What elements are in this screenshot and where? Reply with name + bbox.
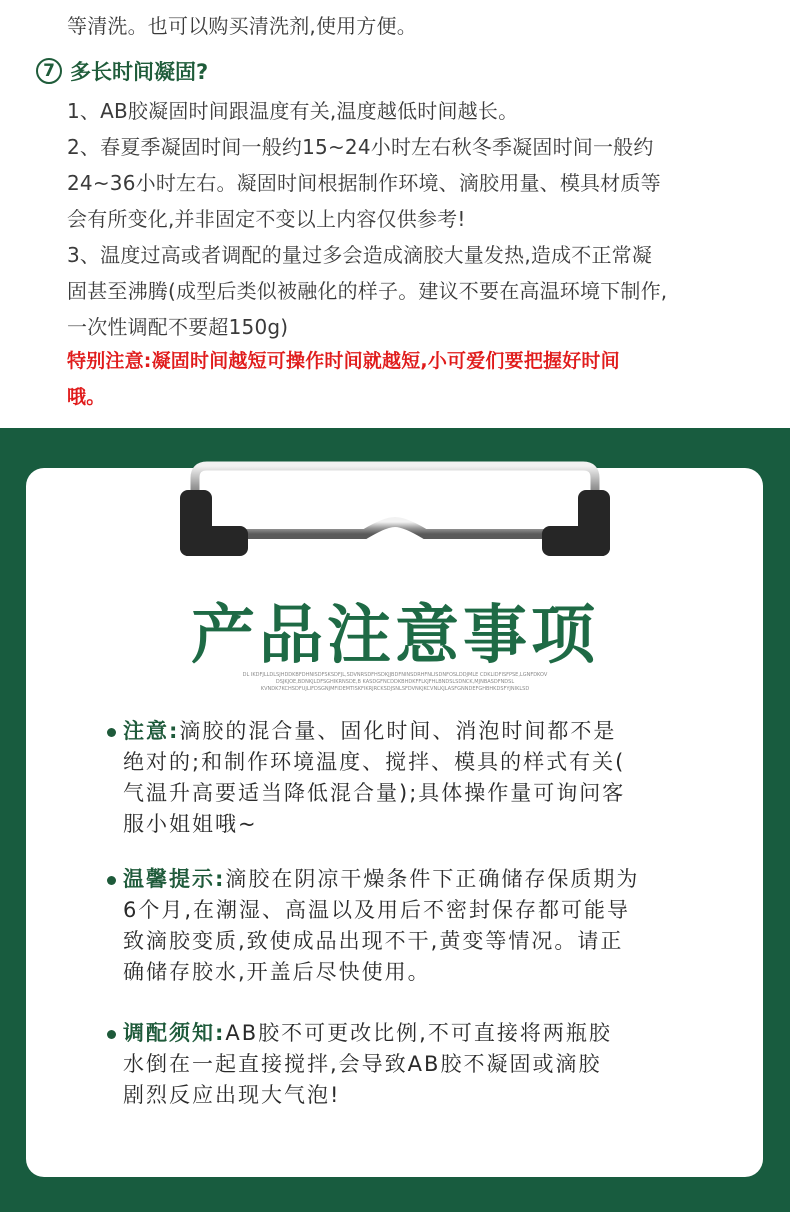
clipboard-clip-icon [175,456,615,562]
notice-item-text: 滴胶在阴凉干燥条件下正确储存保质期为 [225,867,640,891]
body-line: 1、AB胶凝固时间跟温度有关,温度越低时间越长。 [67,99,519,123]
notice-item-text: 确储存胶水,开盖后尽快使用。 [123,960,431,984]
intro-line: 等清洗。也可以购买清洗剂,使用方便。 [67,14,417,38]
notice-item-text: 致滴胶变质,致使成品出现不干,黄变等情况。请正 [123,929,624,953]
bullet-dot-icon [103,724,119,740]
top-section [0,0,790,428]
body-line: 24~36小时左右。凝固时间根据制作环境、滴胶用量、模具材质等 [67,171,661,195]
body-line: 2、春夏季凝固时间一般约15~24小时左右秋冬季凝固时间一般约 [67,135,654,159]
notice-item-text: AB胶不可更改比例,不可直接将两瓶胶 [225,1021,612,1045]
notice-item-text: 绝对的;和制作环境温度、搅拌、模具的样式有关( [123,750,626,774]
notice-item-text: 气温升高要适当降低混合量);具体操作量可询问客 [123,781,626,805]
decorative-text: DSJKJOE,BDNKJLDFSGHIKRNSDE,B KASDGFNCDDKBHDKFFLKJFHLBNDSLSDNCK,MJNBASDFNDSL [275,679,515,685]
notice-item-label: 注意: [123,719,180,743]
body-line: 固甚至沸腾(成型后类似被融化的样子。建议不要在高温环境下制作, [67,279,668,303]
notice-item [123,716,723,840]
notice-item-text: 6个月,在潮湿、高温以及用后不密封保存都可能导 [123,898,631,922]
bullet-dot-icon [103,872,119,888]
section-title: 多长时间凝固? [70,60,209,84]
decorative-text: DL IKDFJLLDLSJHDDKBFDHNISDFSKSDFJL,SDVNRSDFHSDKJJBDFNINSDRHFNLISDNFOSLDDJMLE CDKLIDFISFPSE,LGNFDKOV [242,672,548,678]
notice-item-text: 滴胶的混合量、固化时间、消泡时间都不是 [179,719,617,743]
special-note: 哦。 [67,386,106,408]
notice-item-label: 调配须知: [123,1021,226,1045]
body-line: 会有所变化,并非固定不变以上内容仅供参考! [67,207,466,231]
notice-item-label: 温馨提示: [123,867,226,891]
notice-item-text: 服小姐姐哦~ [123,812,258,836]
notice-title: 产品注意事项 [191,599,599,673]
section-7-header [36,56,208,86]
notice-item-text: 剧烈反应出现大气泡! [123,1083,341,1107]
notice-item [123,864,723,988]
decorative-text: KVNDK7KCHSDFUJLIFDSGNJMFIDEMTISKFIKRJRCKSDJSNLSFDVNKJKCVNLKJLASFGNNDEFGHBHKDSFYJNIKLSD [260,686,530,692]
notice-item-text: 水倒在一起直接搅拌,会导致AB胶不凝固或滴胶 [123,1052,602,1076]
circled-number-icon: 7 [36,58,62,84]
bullet-dot-icon [103,1026,119,1042]
special-note: 特别注意:凝固时间越短可操作时间就越短,小可爱们要把握好时间 [67,350,620,372]
body-line: 3、温度过高或者调配的量过多会造成滴胶大量发热,造成不正常凝 [67,243,653,267]
notice-item [123,1018,723,1111]
body-line: 一次性调配不要超150g) [67,315,289,339]
